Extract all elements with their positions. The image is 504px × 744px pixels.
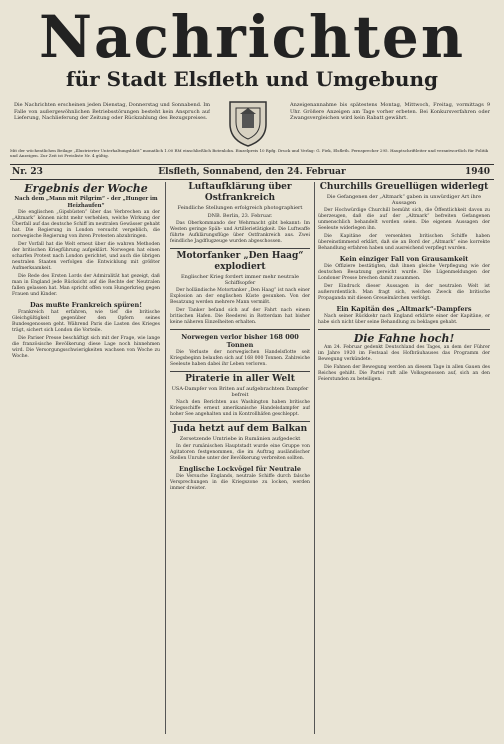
article-subhead: Kein einziger Fall von Grausamkeit <box>339 255 469 263</box>
masthead <box>0 0 504 100</box>
article-divider <box>170 329 310 330</box>
issue-dateline: Elsfleth, Sonnabend, den 24. Februar <box>158 167 346 177</box>
column-separator <box>314 182 315 734</box>
article-paragraph: Die Offiziere bestätigten, daß ihnen gleiche Verpflegung wie der deutschen Besatzung gereicht wurde. Die Lügenmeldungen der Londoner Presse brechen damit zusammen. <box>318 264 490 281</box>
article-headline: Motorfanker „Den Haag“ explodiert <box>176 251 304 272</box>
article-headline: Ergebnis der Woche <box>24 182 148 195</box>
article-paragraph: Der Eindruck dieser Aussagen in der neutralen Welt ist außerordentlich. Man fragt sich, welchen Zweck die britische Propaganda mit diesen Greuelmärchen verfolgt. <box>318 284 490 301</box>
article-headline: Englische Lockvögel für Neutrale <box>178 465 302 473</box>
column-middle <box>170 182 310 734</box>
article-dek: Englischer Krieg fordert immer mehr neutrale Schiffsopfer <box>181 274 299 286</box>
article-dek: Zersetzende Umtriebe in Rumänien aufgedeckt <box>179 436 301 442</box>
article-paragraph: Die Pariser Presse beschäftigt sich mit der Frage, wie lange die französische Bevölkerung diese Lage noch hinnehmen wird. Die Versorgungsschwierigkeiten wachsen von Woche zu Woche. <box>12 336 160 359</box>
article-dateline: DNB. Berlin, 23. Februar. <box>207 213 273 219</box>
article-subhead: Das mußte Frankreich spüren! <box>29 301 143 309</box>
article-divider <box>318 329 490 330</box>
masthead-title: Nachrichten <box>38 3 466 71</box>
article-dek: Feindliche Stellungen erfolgreich photographiert <box>177 205 303 211</box>
column-separator <box>165 182 166 734</box>
article-headline: Piraterie in aller Welt <box>185 374 295 384</box>
article-paragraph: Die englischen „Gipsbüsten“ über das Verbrechen an der „Altmark“ können nicht mehr verhehlen, welche Wirkung der Überfall auf das deutsche Schiff im neutralen Gewässer gehabt hat. Die Regierung in London versucht vergeblich, die norwegische Regierung von ihren Protesten abzubringen. <box>12 210 160 239</box>
publisher-fine-print: Mit der wöchentlichen Beilage „Illustrierter Unterhaltungsblatt“ monatlich 1.00 RM einschließlich Botenlohn. Einzelpreis 10 Rpfg. Druck und Verlag: G. Fiek, Elsfleth. Fernsprecher 295. Hauptschriftleiter und verantwortlich für Politik und Anzeigen. Zur Zeit ist Preisliste Nr. 4 gültig. <box>10 148 489 158</box>
article-divider <box>170 248 310 249</box>
article-paragraph: Die Verluste der norwegischen Handelsflotte seit Kriegsbeginn belaufen sich auf 168 000 Tonnen. Zahlreiche Seeleute haben dabei ihr Leben verloren. <box>170 350 310 367</box>
article-headline: Die Fahne hoch! <box>353 332 455 345</box>
article-paragraph: Die Kapitäne der versenkten britischen Schiffe haben übereinstimmend erklärt, daß sie an Bord der „Altmark“ eine korrekte Behandlung erfahren haben und ausreichend verpflegt wurden. <box>318 234 490 251</box>
article-headline: Juda hetzt auf dem Balkan <box>172 424 308 434</box>
article-paragraph: Der Tanker befand sich auf der Fahrt nach einem britischen Hafen. Die Reederei in Rotterdam hat bisher keine näheren Einzelheiten erhalten. <box>170 308 310 325</box>
article-paragraph: In der rumänischen Hauptstadt wurde eine Gruppe von Agitatoren festgenommen, die im Auftrag ausländischer Stellen Unruhe unter der Bevölkerung verbreiten sollten. <box>170 444 310 461</box>
column-right <box>318 182 490 734</box>
advertising-info: Anzeigenannahme bis spätestens Montag, Mittwoch, Freitag, vormittags 9 Uhr. Größere Anzeigen am Tage vorher erbeten. Bei Konkursverfahren oder Zwangsvergleichen wird kein Rabatt gewährt. <box>290 102 490 121</box>
article-paragraph: Das Oberkommando der Wehrmacht gibt bekannt: Im Westen geringe Späh- und Artillerietätigkeit. Die Luftwaffe führte Aufklärungsflüge über Ostfrankreich aus. Zwei feindliche Jagdflugzeuge wurden abgeschossen. <box>170 221 310 244</box>
issue-bar <box>10 166 494 178</box>
article-paragraph: Nach den Berichten aus Washington haben britische Kriegsschiffe erneut amerikanische Handelsdampfer auf hoher See angehalten und in Kontrollhäfen geschleppt. <box>170 400 310 417</box>
city-crest-icon <box>224 98 272 148</box>
article-divider <box>170 371 310 372</box>
article-paragraph: Der Vorfall hat die Welt erneut über die wahren Methoden der britischen Kriegführung aufgeklärt. Norwegen hat einen scharfen Protest nach London gerichtet, und auch die übrigen neutralen Staaten verfolgen die Entwicklung mit größter Aufmerksamkeit. <box>12 242 160 271</box>
article-paragraph: Der Hochwürdige Churchill bemüht sich, die Öffentlichkeit davon zu überzeugen, daß die auf der „Altmark“ befreiten Gefangenen unmenschlich behandelt worden seien. Die eigenen Aussagen der Seeleute widerlegen ihn. <box>318 208 490 231</box>
article-paragraph: Am 24. Februar gedenkt Deutschland des Tages, an dem der Führer im Jahre 1920 im Festsaal des Hofbräuhauses das Programm der Bewegung verkündete. <box>318 345 490 362</box>
column-left <box>12 182 160 734</box>
article-divider <box>170 421 310 422</box>
article-headline: Norwegen verlor bisher 168 000 Tonnen <box>181 333 299 349</box>
article-paragraph: Die Fahnen der Bewegung werden an diesem Tage in allen Gauen des Reiches gehißt. Die Partei ruft alle Volksgenossen auf, sich an den Feierstunden zu beteiligen. <box>318 365 490 382</box>
article-paragraph: Die Versuche Englands, neutrale Schiffe durch falsche Versprechungen in die Kriegszone zu locken, werden immer dreister. <box>170 474 310 491</box>
article-paragraph: Frankreich hat erfahren, wie tief die britische Gleichgültigkeit gegenüber den Opfern seines Bundesgenossen geht. Während Paris die Lasten des Krieges trägt, sichert sich London die Vorteile. <box>12 310 160 333</box>
article-dek: Nach dem „Mann mit Pilgrim“ - der „Hunger im Heizhaufen“ <box>14 196 158 209</box>
article-paragraph: Die Rede des Ersten Lords der Admiralität hat gezeigt, daß man in England jede Rücksicht auf die Rechte der Neutralen fallen gelassen hat. Man spricht offen vom Hungerkrieg gegen Frauen und Kinder. <box>12 274 160 297</box>
subscription-info: Die Nachrichten erscheinen jeden Dienstag, Donnerstag und Sonnabend. Im Falle von außergewöhnlichen Betriebsstörungen besteht kein Anspruch auf Lieferung, Nachlieferung der Zeitung oder Rückzahlung des Bezugspreises. <box>14 102 210 121</box>
article-headline: Churchills Greuellügen widerlegt <box>319 182 489 192</box>
article-dek: USA-Dampfer von Briten auf aufgebrachtem Dampfer befreit <box>171 386 309 398</box>
issue-number: Nr. 23 <box>12 167 43 177</box>
article-headline: Luftaufklärung über Ostfrankreich <box>188 182 292 203</box>
article-paragraph: Der holländische Motortanker „Den Haag“ ist nach einer Explosion an der englischen Küste gesunken. Von der Besatzung werden mehrere Mann vermißt. <box>170 288 310 305</box>
masthead-subtitle: für Stadt Elsfleth und Umgebung <box>66 67 438 91</box>
rule-bottom <box>10 179 494 180</box>
issue-year: 1940 <box>464 167 490 177</box>
rule-top <box>10 164 494 165</box>
article-dek: Die Gefangenen der „Altmark“ gaben in unwürdiger Art ihre Aussagen <box>326 194 482 206</box>
article-subhead: Ein Kapitän des „Altmark“-Dampfers <box>336 305 472 313</box>
article-paragraph: Nach seiner Rückkehr nach England erklärte einer der Kapitäne, er habe sich nicht über seine Behandlung zu beklagen gehabt. <box>318 314 490 325</box>
